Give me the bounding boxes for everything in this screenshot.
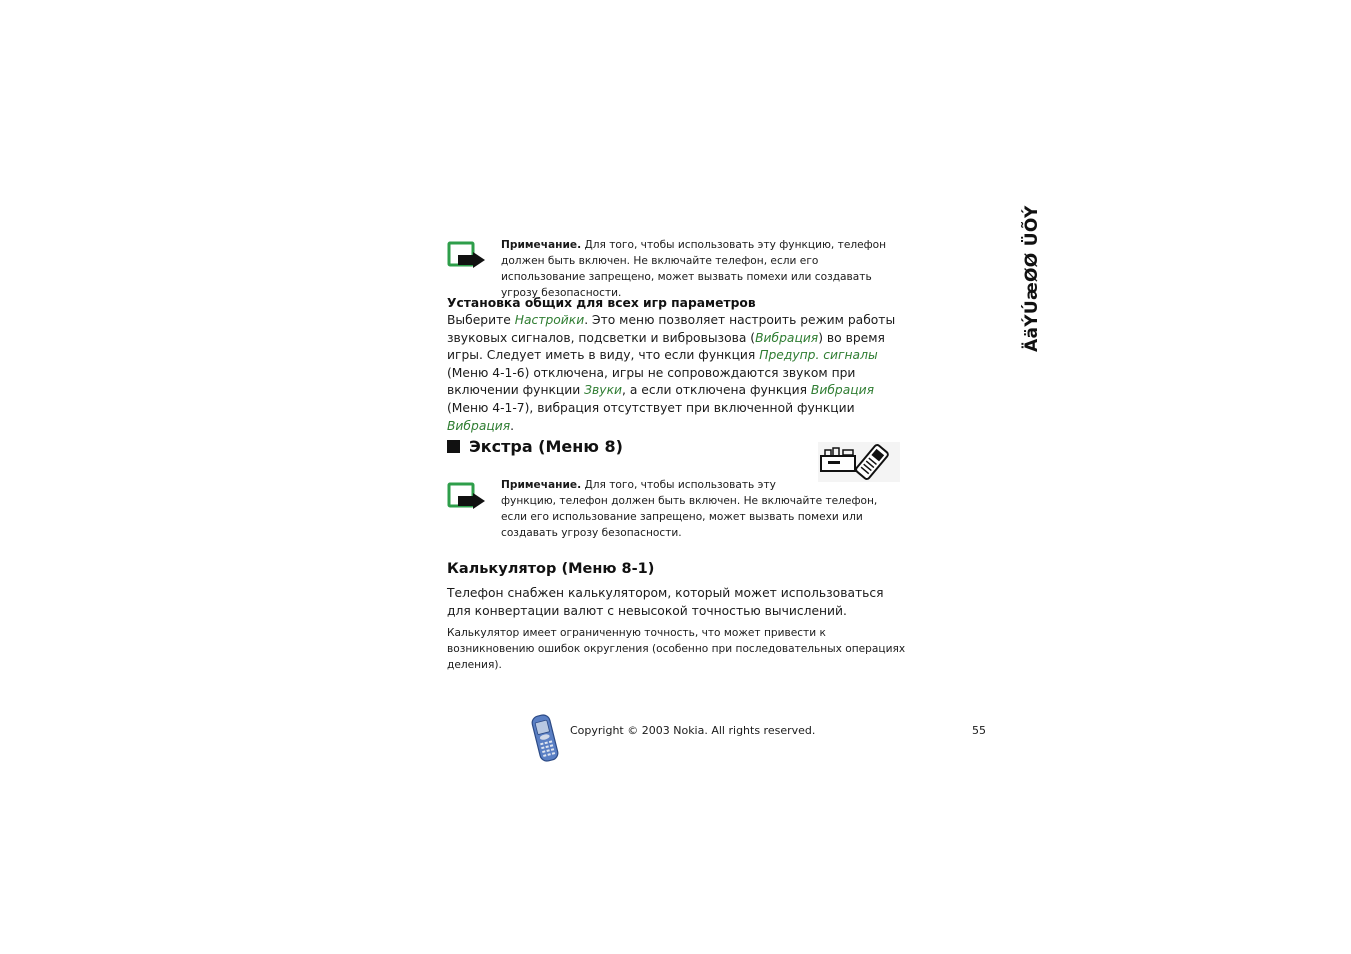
text-fragment: . xyxy=(510,418,515,433)
menu-link-sounds: Звуки xyxy=(584,383,622,398)
menu-link-settings: Настройки xyxy=(514,313,585,327)
game-settings-heading: Установка общих для всех игр параметров xyxy=(447,296,756,310)
section-title-text: Экстра (Меню 8) xyxy=(469,437,623,456)
text-fragment: . Это меню позволяет настроить режим работы звуковых сигналов, подсветки и вибровызова ( xyxy=(447,313,896,345)
menu-link-vibration: Вибрация xyxy=(447,418,511,433)
section-title xyxy=(447,437,623,456)
footer-copyright: Copyright © 2003 Nokia. All rights reserved. xyxy=(570,724,816,737)
note-first-line xyxy=(501,477,901,493)
note-label: Примечание. xyxy=(501,239,582,251)
page-number: 55 xyxy=(972,724,986,737)
note-body-rest: функцию, телефон должен быть включен. Не включайте телефон, если его использование запрещено, может вызвать помехи или создавать угрозу безопасности. xyxy=(501,495,878,539)
text-fragment: (Меню 4-1-7), вибрация отсутствует при включенной функции xyxy=(447,400,855,415)
menu-link-warning-tones: Предупр. сигналы xyxy=(759,348,878,363)
section-bullet xyxy=(447,440,460,453)
menu-link-vibration: Вибрация xyxy=(755,330,819,345)
note-label: Примечание. xyxy=(501,479,582,491)
nokia-phone-icon xyxy=(529,713,561,763)
calculator-title: Калькулятор (Меню 8-1) xyxy=(447,561,655,577)
text-fragment: , а если отключена функция xyxy=(622,383,811,398)
note-icon xyxy=(447,482,487,510)
extras-menu-icon xyxy=(818,442,900,482)
note-paragraph xyxy=(501,477,901,541)
text-fragment: ) во время игры. Следует иметь в виду, что если функция xyxy=(447,330,885,363)
calculator-paragraph: Телефон снабжен калькулятором, который может использоваться для конвертации валют с невысокой точностью вычислений. xyxy=(447,586,884,618)
note-paragraph xyxy=(501,237,901,301)
note-body: Для того, чтобы использовать эту функцию, телефон должен быть включен. Не включайте телефон, если его использование запрещено, может вызвать помехи или создавать угрозу безопасности. xyxy=(501,239,887,299)
text-fragment: (Меню 4-1-6) отключена, игры не сопровождаются звуком при включении функции xyxy=(447,365,856,398)
note-body: Для того, чтобы использовать эту xyxy=(581,479,776,491)
note-icon xyxy=(447,241,487,269)
game-settings-paragraph xyxy=(447,312,907,435)
calculator-note: Калькулятор имеет ограниченную точность, что может привести к возникновению ошибок округления (особенно при последовательных операциях деления). xyxy=(447,627,906,671)
side-chapter-title: ÄäÝÚæØØ ÜÕÝ xyxy=(1022,205,1042,352)
text-fragment: Выберите xyxy=(447,313,515,327)
menu-link-vibration: Вибрация xyxy=(810,383,875,398)
